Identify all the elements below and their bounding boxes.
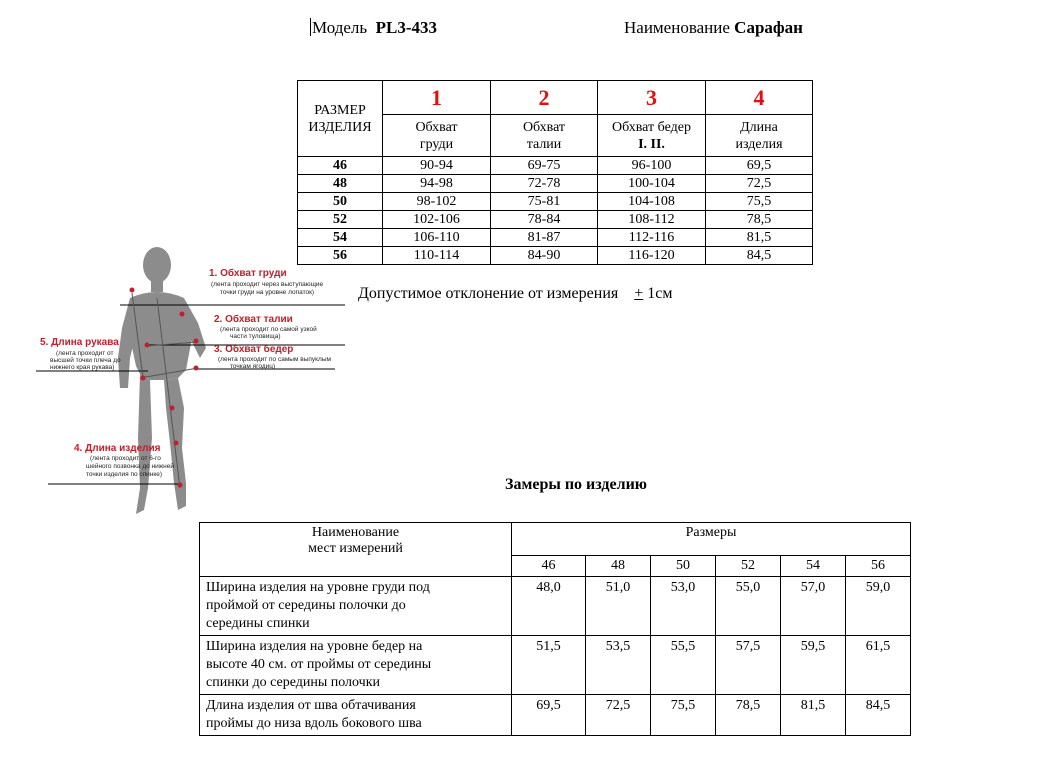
table-row xyxy=(298,157,813,175)
col-sizes-header: Размеры xyxy=(512,523,911,556)
label-sleeve-title: 5. Длина рукава xyxy=(40,337,119,348)
cell-length: 75,5 xyxy=(706,193,813,211)
label-chest-note: точки груди на уровне лопаток) xyxy=(220,289,315,296)
cell-waist: 78-84 xyxy=(491,211,598,229)
cell-waist: 69-75 xyxy=(491,157,598,175)
row-size: 46 xyxy=(298,157,383,175)
cell-waist: 75-81 xyxy=(491,193,598,211)
measurements-title: Замеры по изделию xyxy=(505,476,648,493)
label-length-note: (лента проходит от 6-го xyxy=(90,455,161,462)
cell-chest: 106-110 xyxy=(383,229,491,247)
size-header: 54 xyxy=(781,556,846,577)
cell-hips: 104-108 xyxy=(598,193,706,211)
model-label: Модель xyxy=(312,18,368,37)
cell-value: 78,5 xyxy=(716,695,781,736)
table-row xyxy=(200,577,911,636)
cell-value: 51,0 xyxy=(586,577,651,636)
cell-length: 78,5 xyxy=(706,211,813,229)
row-size: 48 xyxy=(298,175,383,193)
cell-value: 51,5 xyxy=(512,636,586,695)
label-chest-note: (лента проходит через выступающие xyxy=(211,281,324,288)
cell-value: 57,5 xyxy=(716,636,781,695)
cell-length: 84,5 xyxy=(706,247,813,265)
cell-hips: 112-116 xyxy=(598,229,706,247)
column-label-hips: Обхват бедер I. II. xyxy=(598,115,706,157)
cell-length: 81,5 xyxy=(706,229,813,247)
label-sleeve-note: (лента проходит от xyxy=(56,350,114,357)
cell-value: 69,5 xyxy=(512,695,586,736)
cell-value: 55,5 xyxy=(651,636,716,695)
name-value: Сарафан xyxy=(734,18,803,37)
label-length-note: шейного позвонка до нижней xyxy=(86,463,174,470)
cell-value: 59,5 xyxy=(781,636,846,695)
plus-minus-sign: + xyxy=(634,285,644,302)
size-header: 48 xyxy=(586,556,651,577)
table-row xyxy=(200,636,911,695)
table-row xyxy=(298,229,813,247)
column-label-waist: Обхват талии xyxy=(491,115,598,157)
label-waist-note: (лента проходит по самой узкой xyxy=(220,326,317,333)
cell-hips: 100-104 xyxy=(598,175,706,193)
cell-value: 75,5 xyxy=(651,695,716,736)
row-description: Ширина изделия на уровне бедер на высоте 40 см. от проймы от середины спинки до середины полочки xyxy=(200,636,512,695)
measurement-figure xyxy=(0,238,350,523)
label-hips-title: 3. Обхват бедер xyxy=(214,344,294,355)
cell-length: 72,5 xyxy=(706,175,813,193)
cell-value: 57,0 xyxy=(781,577,846,636)
cell-waist: 84-90 xyxy=(491,247,598,265)
label-sleeve-note: высшей точки плеча до xyxy=(50,357,121,364)
table-row xyxy=(200,695,911,736)
cell-value: 48,0 xyxy=(512,577,586,636)
label-hips-note: (лента проходит по самым выпуклым xyxy=(218,356,331,363)
size-header: 50 xyxy=(651,556,716,577)
label-hips-note: точкам ягодиц) xyxy=(230,363,276,370)
cell-value: 53,5 xyxy=(586,636,651,695)
cell-value: 61,5 xyxy=(846,636,911,695)
model-header xyxy=(310,18,437,38)
col-name-header: Наименование мест измерений xyxy=(200,523,512,577)
cell-value: 55,0 xyxy=(716,577,781,636)
column-number: 2 xyxy=(491,81,598,115)
size-header: 56 xyxy=(846,556,911,577)
table-row xyxy=(298,211,813,229)
row-size: 54 xyxy=(298,229,383,247)
cell-hips: 116-120 xyxy=(598,247,706,265)
label-waist-title: 2. Обхват талии xyxy=(214,314,293,325)
cell-value: 84,5 xyxy=(846,695,911,736)
cell-chest: 102-106 xyxy=(383,211,491,229)
cell-waist: 72-78 xyxy=(491,175,598,193)
tolerance-text: Допустимое отклонение от измерения xyxy=(358,285,619,302)
name-label: Наименование xyxy=(624,18,730,37)
cell-chest: 110-114 xyxy=(383,247,491,265)
model-value: PL3-433 xyxy=(375,18,438,37)
column-number: 4 xyxy=(706,81,813,115)
cell-hips: 108-112 xyxy=(598,211,706,229)
size-corner-label: РАЗМЕР ИЗДЕЛИЯ xyxy=(298,81,383,157)
cell-value: 53,0 xyxy=(651,577,716,636)
label-waist-note: части туловища) xyxy=(230,333,281,340)
column-label-length: Длина изделия xyxy=(706,115,813,157)
row-size: 56 xyxy=(298,247,383,265)
label-chest-title: 1. Обхват груди xyxy=(209,268,287,279)
text-cursor xyxy=(310,18,311,36)
cell-chest: 98-102 xyxy=(383,193,491,211)
measurements-table xyxy=(199,522,911,736)
size-header: 52 xyxy=(716,556,781,577)
table-row xyxy=(298,247,813,265)
product-name-header xyxy=(624,18,803,38)
cell-waist: 81-87 xyxy=(491,229,598,247)
row-description: Ширина изделия на уровне груди под проймой от середины полочки до середины спинки xyxy=(200,577,512,636)
label-sleeve-note: нижнего края рукава) xyxy=(50,364,115,371)
row-size: 52 xyxy=(298,211,383,229)
column-number: 1 xyxy=(383,81,491,115)
cell-chest: 90-94 xyxy=(383,157,491,175)
table-row xyxy=(298,193,813,211)
label-length-title: 4. Длина изделия xyxy=(74,443,161,454)
cell-value: 72,5 xyxy=(586,695,651,736)
column-label-chest: Обхват груди xyxy=(383,115,491,157)
table-row xyxy=(298,175,813,193)
size-table xyxy=(297,80,813,265)
label-length-note: точки изделия по спинке) xyxy=(86,471,163,478)
cell-value: 59,0 xyxy=(846,577,911,636)
tolerance-note xyxy=(358,285,673,303)
cell-length: 69,5 xyxy=(706,157,813,175)
cell-value: 81,5 xyxy=(781,695,846,736)
row-description: Длина изделия от шва обтачивания проймы до низа вдоль бокового шва xyxy=(200,695,512,736)
cell-chest: 94-98 xyxy=(383,175,491,193)
cell-hips: 96-100 xyxy=(598,157,706,175)
tolerance-value: 1см xyxy=(647,285,673,302)
row-size: 50 xyxy=(298,193,383,211)
column-number: 3 xyxy=(598,81,706,115)
size-header: 46 xyxy=(512,556,586,577)
